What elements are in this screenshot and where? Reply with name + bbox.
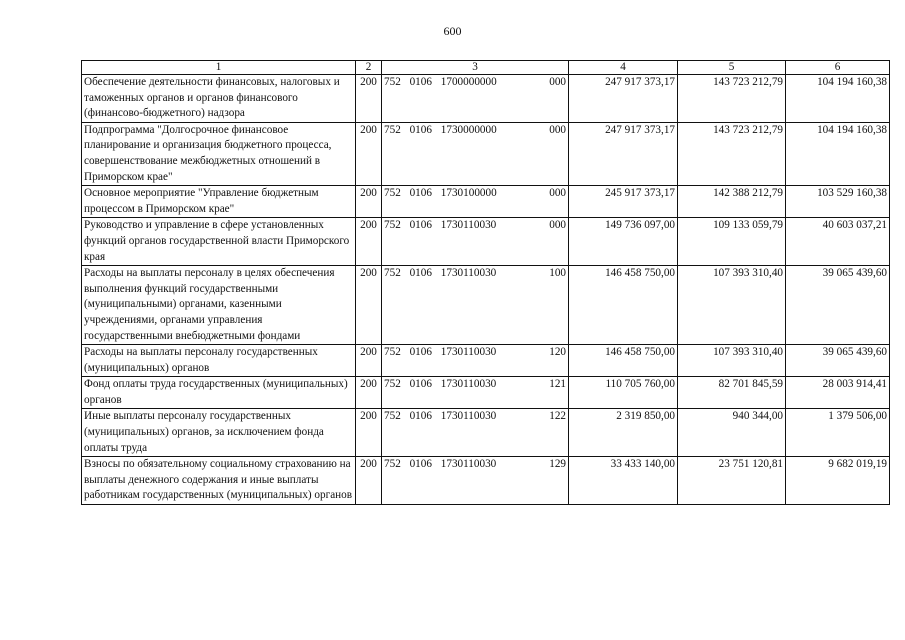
row-name: Взносы по обязательному социальному страхованию на выплаты денежного содержания и иные выплаты работникам государственных (муниципальных) органов [82, 457, 356, 505]
table-row [82, 409, 890, 457]
table-row [82, 75, 890, 123]
row-grbs: 752 [384, 267, 401, 280]
row-code [382, 377, 569, 409]
row-code [382, 409, 569, 457]
row-col5: 107 393 310,40 [678, 266, 786, 345]
row-col6: 40 603 037,21 [786, 218, 890, 266]
row-vr: 122 [549, 410, 566, 423]
row-grbs: 752 [384, 378, 401, 391]
row-grbs: 752 [384, 76, 401, 88]
row-code [382, 345, 569, 377]
row-col2: 200 [356, 345, 382, 377]
row-vr: 129 [549, 458, 566, 471]
row-csr: 1730110030 [440, 458, 497, 471]
table-header-row [82, 61, 890, 75]
row-section: 0106 [409, 458, 432, 471]
row-code [382, 122, 569, 185]
row-col6: 1 379 506,00 [786, 409, 890, 457]
row-vr: 100 [549, 267, 566, 280]
row-csr: 1730110030 [440, 410, 497, 423]
row-col2: 200 [356, 186, 382, 218]
row-col6: 28 003 914,41 [786, 377, 890, 409]
row-col4: 149 736 097,00 [569, 218, 678, 266]
row-section: 0106 [409, 346, 432, 359]
row-col5: 82 701 845,59 [678, 377, 786, 409]
row-col4: 247 917 373,17 [569, 122, 678, 185]
row-vr: 000 [549, 187, 566, 200]
row-vr: 000 [549, 219, 566, 232]
row-col2: 200 [356, 457, 382, 505]
row-col5: 142 388 212,79 [678, 186, 786, 218]
row-section: 0106 [409, 267, 432, 280]
row-name: Расходы на выплаты персоналу государственных (муниципальных) органов [82, 345, 356, 377]
row-col4: 33 433 140,00 [569, 457, 678, 505]
row-col5: 107 393 310,40 [678, 345, 786, 377]
row-name: Обеспечение деятельности финансовых, налоговых и таможенных органов и органов финансового (финансово-бюджетного) надзора [82, 75, 356, 123]
row-csr: 1730110030 [440, 219, 497, 232]
row-vr: 000 [549, 76, 566, 88]
row-col2: 200 [356, 409, 382, 457]
row-name: Основное мероприятие "Управление бюджетным процессом в Приморском крае" [82, 186, 356, 218]
table-row [82, 186, 890, 218]
row-code [382, 75, 569, 123]
row-name: Подпрограмма "Долгосрочное финансовое планирование и организация бюджетного процесса, совершенствование межбюджетных отношений в Приморском крае" [82, 122, 356, 185]
row-grbs: 752 [384, 123, 401, 136]
row-col2: 200 [356, 218, 382, 266]
row-code [382, 186, 569, 218]
row-col2: 200 [356, 75, 382, 123]
row-col6: 9 682 019,19 [786, 457, 890, 505]
row-section: 0106 [409, 219, 432, 232]
row-grbs: 752 [384, 187, 401, 200]
row-csr: 1730000000 [440, 123, 497, 136]
row-section: 0106 [409, 187, 432, 200]
row-section: 0106 [409, 378, 432, 391]
page-number: 600 [443, 24, 462, 38]
row-code [382, 218, 569, 266]
table-row [82, 457, 890, 505]
column-header-6: 6 [786, 61, 890, 75]
table-row [82, 218, 890, 266]
column-header-5: 5 [678, 61, 786, 75]
row-col5: 23 751 120,81 [678, 457, 786, 505]
row-name: Иные выплаты персоналу государственных (муниципальных) органов, за исключением фонда оплаты труда [82, 409, 356, 457]
row-csr: 1730110030 [440, 267, 497, 280]
row-col4: 247 917 373,17 [569, 75, 678, 123]
row-col5: 143 723 212,79 [678, 75, 786, 123]
column-header-1: 1 [82, 61, 356, 75]
table-row [82, 122, 890, 185]
row-name: Фонд оплаты труда государственных (муниципальных) органов [82, 377, 356, 409]
row-grbs: 752 [384, 410, 401, 423]
budget-table [81, 60, 890, 505]
row-code [382, 266, 569, 345]
row-name: Расходы на выплаты персоналу в целях обеспечения выполнения функций государственными (муниципальными) органами, казенными учреждениями, органами управления государственными внебюджетными фондами [82, 266, 356, 345]
table-body [82, 75, 890, 505]
row-csr: 1730110030 [440, 346, 497, 359]
column-header-4: 4 [569, 61, 678, 75]
row-vr: 121 [549, 378, 566, 391]
row-col2: 200 [356, 377, 382, 409]
row-vr: 000 [549, 123, 566, 136]
row-grbs: 752 [384, 458, 401, 471]
table-row [82, 345, 890, 377]
column-header-3: 3 [382, 61, 569, 75]
row-grbs: 752 [384, 219, 401, 232]
row-name: Руководство и управление в сфере установленных функций органов государственной власти Приморского края [82, 218, 356, 266]
row-col2: 200 [356, 122, 382, 185]
row-col6: 104 194 160,38 [786, 75, 890, 123]
column-header-2: 2 [356, 61, 382, 75]
table-row [82, 266, 890, 345]
row-grbs: 752 [384, 346, 401, 359]
row-col4: 146 458 750,00 [569, 266, 678, 345]
row-col4: 2 319 850,00 [569, 409, 678, 457]
row-col4: 146 458 750,00 [569, 345, 678, 377]
row-col2: 200 [356, 266, 382, 345]
row-section: 0106 [409, 410, 432, 423]
row-col4: 245 917 373,17 [569, 186, 678, 218]
row-csr: 1700000000 [440, 76, 497, 88]
row-col6: 39 065 439,60 [786, 266, 890, 345]
row-col5: 940 344,00 [678, 409, 786, 457]
row-col5: 109 133 059,79 [678, 218, 786, 266]
row-col4: 110 705 760,00 [569, 377, 678, 409]
table-row [82, 377, 890, 409]
row-col5: 143 723 212,79 [678, 122, 786, 185]
row-col6: 104 194 160,38 [786, 122, 890, 185]
row-col6: 103 529 160,38 [786, 186, 890, 218]
row-vr: 120 [549, 346, 566, 359]
row-section: 0106 [409, 123, 432, 136]
row-csr: 1730100000 [440, 187, 497, 200]
row-section: 0106 [409, 76, 432, 88]
row-csr: 1730110030 [440, 378, 497, 391]
row-code [382, 457, 569, 505]
row-col6: 39 065 439,60 [786, 345, 890, 377]
